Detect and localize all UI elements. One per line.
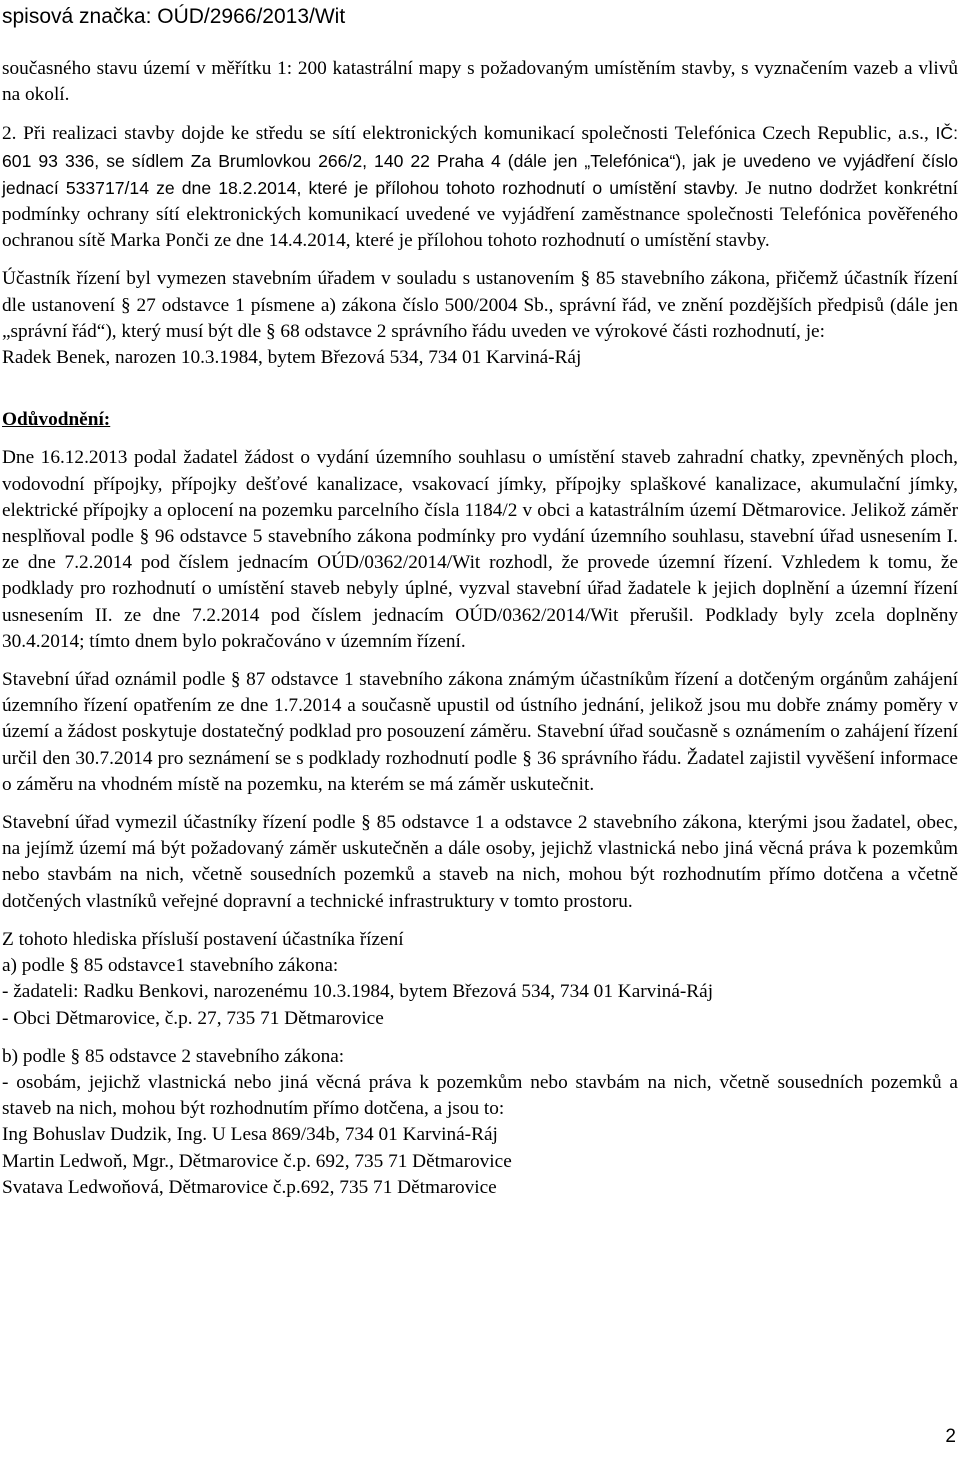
condition-2-requirements: Je nutno dodržet konkrétní podmínky ochrany sítí elektronických komunikací uvedené ve vyjádření zaměstnance společnosti Telefónica pověřeného ochranou sítě Marka Ponči ze dne 14.4.2014, které je přílohou tohoto rozhodnutí o umístění stavby.	[2, 177, 959, 252]
document-body	[2, 56, 958, 1201]
affected-person-1: Ing Bohuslav Dudzik, Ing. U Lesa 869/34b, 734 01 Karviná-Ráj	[2, 1124, 498, 1146]
group-a-item-municipality: - Obci Dětmarovice, č.p. 27, 735 71 Dětmarovice	[2, 1007, 384, 1029]
group-b-block	[2, 1044, 958, 1201]
continuation-paragraph: současného stavu území v měřítku 1: 200 katastrální mapy s požadovaným umístěním stavby, s vyznačením vazeb a vlivů na okolí.	[2, 58, 958, 106]
status-intro: Z tohoto hlediska přísluší postavení účastníka řízení	[2, 928, 404, 950]
group-b-title: b) podle § 85 odstavce 2 stavebního zákona:	[2, 1045, 345, 1067]
condition-2-paragraph	[2, 120, 958, 254]
condition-2-intro: 2. Při realizaci stavby dojde ke středu se sítí elektronických komunikací společnosti Telefónica Czech Republic, a.s.,	[2, 123, 936, 145]
participant-paragraph: Účastník řízení byl vymezen stavebním úřadem v souladu s ustanovením § 85 stavebního zákona, přičemž účastník řízení dle ustanovení § 27 odstavce 1 písmene a) zákona číslo 500/2004 Sb., správní řád, ve znění pozdějších předpisů (dále jen „správní řád“), který musí být dle § 68 odstavce 2 správního řádu uveden ve výrokové části rozhodnutí, je:	[2, 268, 958, 342]
participant-name: Radek Benek, narozen 10.3.1984, bytem Březová 534, 734 01 Karviná-Ráj	[2, 347, 582, 369]
group-b-text: - osobám, jejichž vlastnická nebo jiná věcná práva k pozemkům nebo stavbám na nich, včetně sousedních pozemků a staveb na nich, mohou být rozhodnutím přímo dotčena, a jsou to:	[2, 1071, 958, 1120]
participant-status-block	[2, 927, 958, 1032]
reference-number: spisová značka: OÚD/2966/2013/Wit	[2, 5, 346, 28]
group-a-title: a) podle § 85 odstavce1 stavebního zákona:	[2, 955, 339, 977]
reasoning-paragraph-1: Dne 16.12.2013 podal žadatel žádost o vydání územního souhlasu o umístění staveb zahradní chatky, zpevněných ploch, vodovodní přípojky, přípojky dešťové kanalizace, vsakovací jímky, přípojky splaškové kanalizace, akumulační jímky, elektrické přípojky a oplocení na pozemku parcelního čísla 1184/2 v obci a katastrálním území Dětmarovice. Jelikož záměr nesplňoval podle § 96 odstavce 5 stavebního zákona podmínky pro vydání územního souhlasu, stavební úřad usnesením I. ze dne 7.2.2014 pod číslem jednacím OÚD/0362/2014/Wit rozhodl, že provede územní řízení. Vzhledem k tomu, že podklady pro rozhodnutí o umístění staveb nebyly úplné, vyzval stavební úřad žadatele k jejich doplnění a územní řízení usnesením II. ze dne 7.2.2014 pod číslem jednacím OÚD/0362/2014/Wit přerušil. Podklady byly zcela doplněny 30.4.2014; tímto dnem bylo pokračováno v územním řízení.	[2, 447, 958, 652]
affected-person-2: Martin Ledwoň, Mgr., Dětmarovice č.p. 692, 735 71 Dětmarovice	[2, 1150, 512, 1172]
condition-2-telefonica-details: IČ: 601 93 336, se sídlem Za Brumlovkou 266/2, 140 22 Praha 4 (dále jen „Telefónica“), jak je uvedeno ve vyjádření číslo jednací 533717/14 ze dne 18.2.2014, které je přílohou tohoto rozhodnutí o umístění stavby.	[2, 123, 958, 198]
page-number: 2	[945, 1426, 956, 1447]
affected-person-3: Svatava Ledwoňová, Dětmarovice č.p.692, 735 71 Dětmarovice	[2, 1176, 497, 1198]
reasoning-paragraph-3: Stavební úřad vymezil účastníky řízení podle § 85 odstavce 1 a odstavce 2 stavebního zákona, kterými jsou žadatel, obec, na jejímž území má být požadovaný záměr uskutečněn a dále osoby, jejichž vlastnická nebo jiná věcná práva k pozemkům nebo stavbám na nich, včetně sousedních pozemků a staveb na nich, mohou být rozhodnutím přímo dotčena a včetně dotčených vlastníků veřejné dopravní a technické infrastruktury v tomto prostoru.	[2, 812, 958, 912]
reasoning-heading: Odůvodnění:	[2, 409, 111, 431]
group-a-item-applicant: - žadateli: Radku Benkovi, narozenému 10.3.1984, bytem Březová 534, 734 01 Karviná-Ráj	[2, 981, 714, 1003]
reasoning-paragraph-2: Stavební úřad oznámil podle § 87 odstavce 1 stavebního zákona známým účastníkům řízení a dotčeným orgánům zahájení územního řízení opatřením ze dne 1.7.2014 a současně upustil od ústního jednání, jelikož jsou mu dobře známy poměry v území a žádost poskytuje dostatečný podklad pro posouzení záměru. Stavební úřad současně s oznámením o zahájení řízení určil den 30.7.2014 pro seznámení se s podklady rozhodnutí podle § 36 správního řádu. Žadatel zajistil vyvěšení informace o záměru na vhodném místě na pozemku, na kterém se má záměr uskutečnit.	[2, 669, 958, 795]
